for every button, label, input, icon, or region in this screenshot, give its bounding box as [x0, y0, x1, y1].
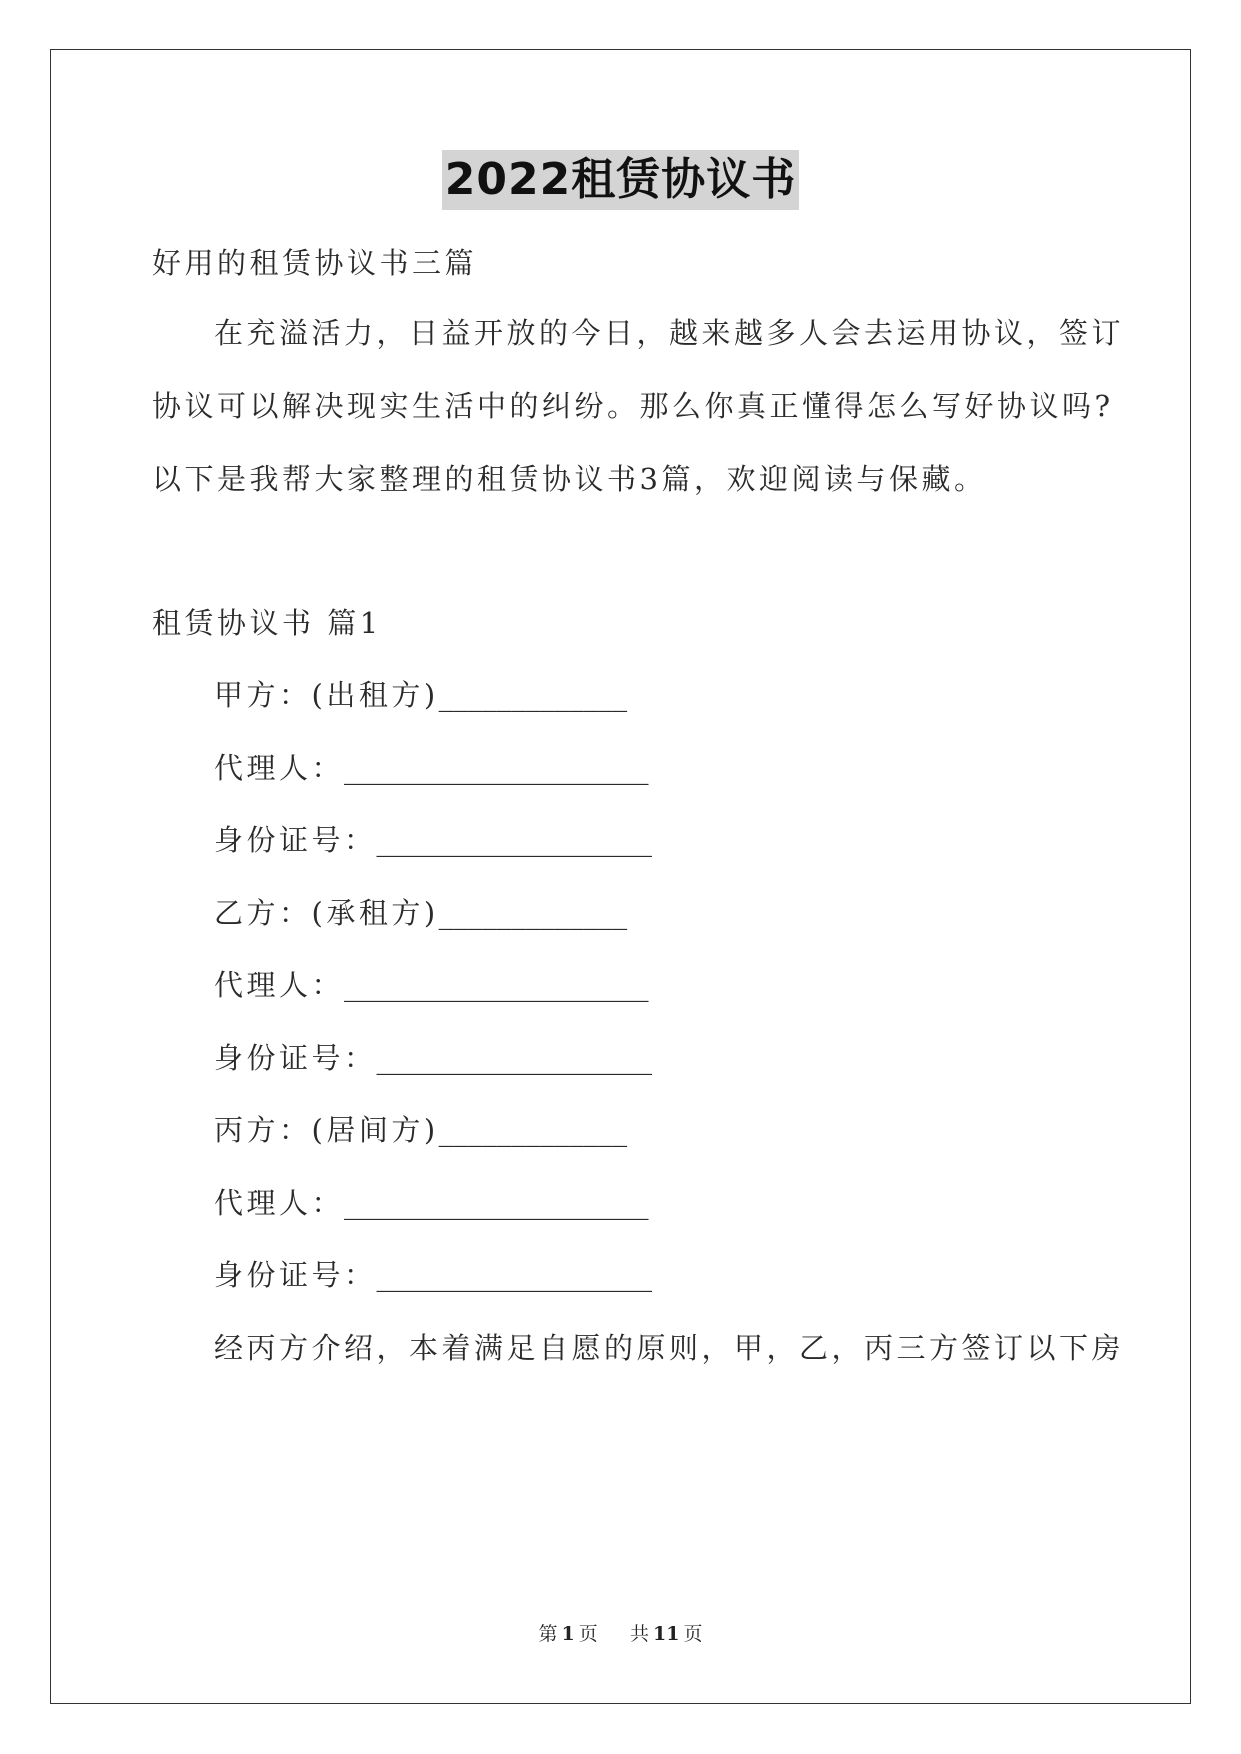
field-blank: _____________: [438, 1113, 628, 1147]
page-border: [50, 49, 1191, 1704]
total-prefix: 共: [629, 1623, 649, 1645]
total-suffix: 页: [683, 1623, 703, 1645]
field-lessor-id: [214, 820, 652, 860]
field-intermediary-id: [214, 1255, 652, 1295]
field-label: 身份证号：: [214, 1041, 377, 1075]
total-label: [628, 1623, 704, 1645]
field-intermediary-agent: [214, 1183, 649, 1223]
field-label: 身份证号：: [214, 1258, 377, 1292]
page-number: 1: [561, 1623, 575, 1645]
field-label: 代理人：: [214, 968, 345, 1002]
page-footer: [0, 1622, 1241, 1646]
section-heading: 租赁协议书 篇1: [152, 606, 382, 640]
page-label: [537, 1623, 600, 1645]
field-blank: _____________________: [344, 968, 649, 1002]
field-blank: _____________: [438, 678, 628, 712]
document-subtitle: 好用的租赁协议书三篇: [152, 246, 478, 280]
field-blank: ___________________: [376, 1041, 653, 1075]
field-lessee-id: [214, 1038, 652, 1078]
field-label: 代理人：: [214, 1186, 345, 1220]
field-label: 乙方：(承租方): [214, 896, 439, 930]
title-container: [0, 150, 1241, 210]
page-prefix: 第: [538, 1623, 558, 1645]
field-label: 甲方：(出租方): [214, 678, 439, 712]
total-pages: 11: [652, 1623, 680, 1645]
field-label: 代理人：: [214, 751, 345, 785]
field-label: 身份证号：: [214, 823, 377, 857]
intro-line-2: 协议可以解决现实生活中的纠纷。那么你真正懂得怎么写好协议吗?: [152, 389, 1114, 423]
intro-line-1: 在充溢活力，日益开放的今日，越来越多人会去运用协议，签订: [214, 316, 1125, 350]
intro-line-3: 以下是我帮大家整理的租赁协议书3篇，欢迎阅读与保藏。: [152, 462, 987, 496]
field-blank: ___________________: [376, 1258, 653, 1292]
closing-paragraph: 经丙方介绍，本着满足自愿的原则，甲，乙，丙三方签订以下房: [214, 1331, 1125, 1365]
document-title: 2022租赁协议书: [442, 150, 799, 210]
field-blank: _____________________: [344, 751, 649, 785]
field-lessee: [214, 893, 627, 933]
field-blank: _____________: [438, 896, 628, 930]
field-label: 丙方：(居间方): [214, 1113, 439, 1147]
field-intermediary: [214, 1110, 627, 1150]
field-lessee-agent: [214, 965, 649, 1005]
field-lessor-agent: [214, 748, 649, 788]
field-lessor: [214, 675, 627, 715]
field-blank: ___________________: [376, 823, 653, 857]
page-suffix: 页: [578, 1623, 598, 1645]
field-blank: _____________________: [344, 1186, 649, 1220]
